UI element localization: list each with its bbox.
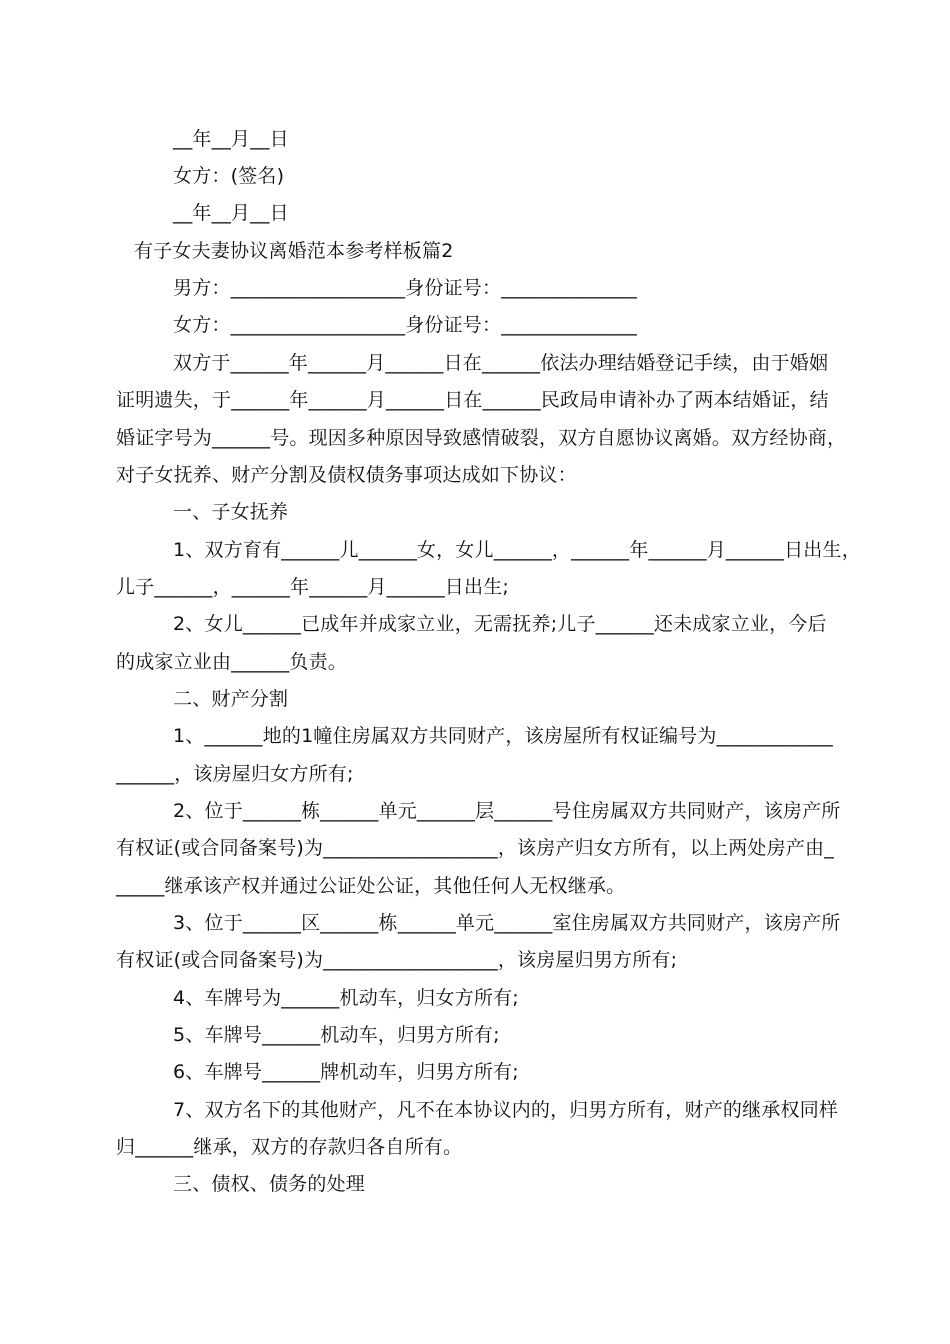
clause-2-2-line-2: 有权证(或合同备案号)为__________________，该房产归女方所有，以上两处房产由_ [116,837,834,859]
intro-paragraph-line-4: 对子女抚养、财产分割及债权债务事项达成如下协议： [116,464,577,486]
clause-2-4: 4、车牌号为______机动车，归女方所有; [173,987,519,1009]
intro-paragraph-line-3: 婚证字号为______号。现因多种原因导致感情破裂，双方自愿协议离婚。双方经协商， [116,427,847,449]
clause-2-2-line-1: 2、位于______栋______单元______层______号住房属双方共同财产，该房产所 [173,800,841,822]
male-party-line: 男方：__________________身份证号：______________ [173,277,638,299]
clause-2-3-line-2: 有权证(或合同备案号)为__________________，该房屋归男方所有; [116,949,678,971]
clause-2-1-line-2: ______，该房屋归女方所有; [116,763,354,785]
heading-property-division: 二、财产分割 [173,688,289,710]
clause-2-6: 6、车牌号______牌机动车，归男方所有; [173,1061,519,1083]
section-title: 有子女夫妻协议离婚范本参考样板篇2 [134,240,454,262]
clause-1-1-line-2: 儿子______，______年______月______日出生; [116,576,510,598]
clause-2-2-line-3: _____继承该产权并通过公证处公证，其他任何人无权继承。 [116,875,626,897]
date-line-1: __年__月__日 [173,128,289,150]
clause-2-7-line-2: 归______继承，双方的存款归各自所有。 [116,1136,463,1158]
female-signature-line: 女方：(签名) [173,165,285,187]
intro-paragraph-line-2: 证明遗失，于______年______月______日在______民政局申请补办了两本结婚证，结 [116,389,829,411]
clause-1-2-line-1: 2、女儿______已成年并成家立业，无需抚养;儿子______还未成家立业，今后 [173,613,827,635]
date-line-2: __年__月__日 [173,202,289,224]
female-party-line: 女方：__________________身份证号：______________ [173,314,638,336]
intro-paragraph-line-1: 双方于______年______月______日在______依法办理结婚登记手续，由于婚姻 [173,352,829,374]
clause-2-1-line-1: 1、______地的1幢住房属双方共同财产，该房屋所有权证编号为____________ [173,725,833,747]
heading-debts: 三、债权、债务的处理 [173,1173,366,1195]
clause-1-2-line-2: 的成家立业由______负责。 [116,651,348,673]
heading-child-custody: 一、子女抚养 [173,501,289,523]
clause-2-3-line-1: 3、位于______区______栋______单元______室住房属双方共同财产，该房产所 [173,912,841,934]
clause-2-5: 5、车牌号______机动车，归男方所有; [173,1024,500,1046]
clause-1-1-line-1: 1、双方育有______儿______女，女儿______，______年______月______日出生， [173,539,861,561]
clause-2-7-line-1: 7、双方名下的其他财产，凡不在本协议内的，归男方所有，财产的继承权同样 [173,1099,839,1121]
